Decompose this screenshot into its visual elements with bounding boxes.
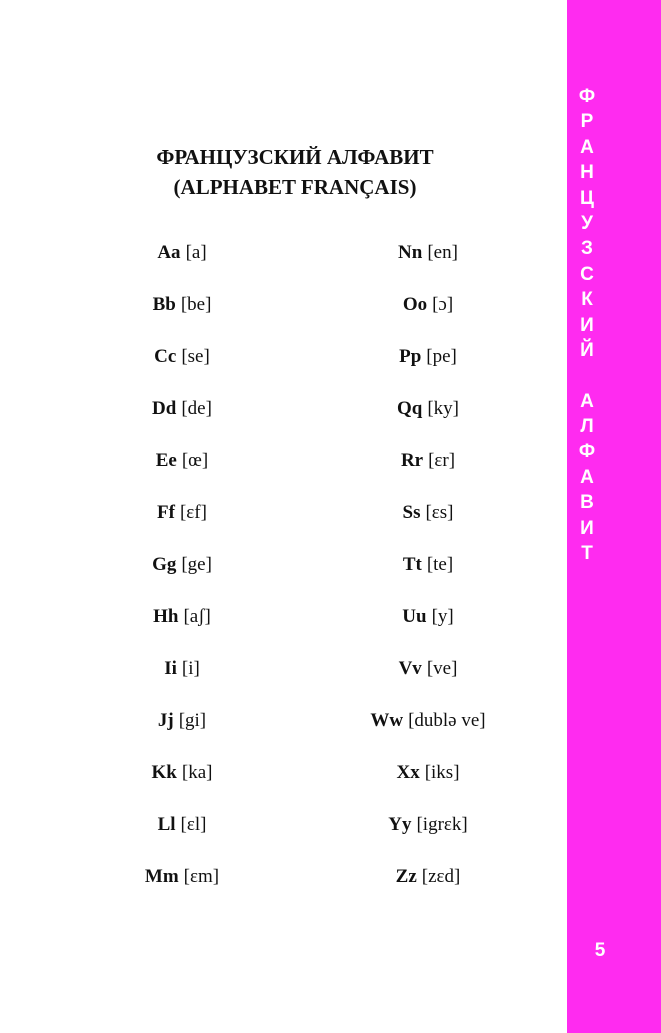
title-line-russian: ФРАНЦУЗСКИЙ АЛФАВИТ	[156, 145, 434, 169]
letter-row-g	[62, 550, 302, 602]
vertical-letter: З	[581, 238, 593, 260]
letter-pair: Cc	[154, 346, 177, 367]
pronunciation: [œ]	[181, 450, 209, 471]
letter-pair: Zz	[395, 866, 417, 887]
letter-pair: Gg	[152, 554, 177, 575]
vertical-letter: А	[580, 466, 594, 488]
letter-row-r	[308, 446, 548, 498]
pronunciation: [y]	[431, 606, 454, 627]
letter-pair: Xx	[396, 762, 420, 783]
alphabet-left-column	[62, 238, 302, 914]
letter-pair: Yy	[388, 814, 412, 835]
vertical-letter: Ф	[578, 441, 596, 463]
letter-pair: Ll	[157, 814, 176, 835]
pronunciation: [ky]	[427, 398, 459, 419]
letter-pair: Ff	[157, 502, 175, 523]
letter-pair: Oo	[402, 294, 428, 315]
vertical-letter: И	[580, 314, 594, 336]
vertical-letter: А	[580, 390, 594, 412]
pronunciation: [ɛr]	[428, 450, 456, 471]
pronunciation: [zɛd]	[421, 866, 461, 887]
vertical-letter: Л	[580, 416, 594, 438]
letter-row-s	[308, 498, 548, 550]
pronunciation: [ge]	[181, 554, 212, 575]
pronunciation: [ɛs]	[425, 502, 454, 523]
pronunciation: [te]	[426, 554, 454, 575]
letter-pair: Tt	[402, 554, 422, 575]
pronunciation: [dublə ve]	[408, 710, 486, 731]
pronunciation: [iks]	[424, 762, 460, 783]
letter-pair: Qq	[396, 398, 423, 419]
letter-pair: Ww	[370, 710, 404, 731]
letter-row-x	[308, 758, 548, 810]
pronunciation: [en]	[427, 242, 458, 263]
vertical-word-gap	[567, 363, 607, 388]
pronunciation: [de]	[181, 398, 212, 419]
letter-row-z	[308, 862, 548, 914]
letter-row-j	[62, 706, 302, 758]
letter-pair: Ee	[155, 450, 177, 471]
pronunciation: [ɛf]	[179, 502, 207, 523]
pronunciation: [ɛm]	[183, 866, 220, 887]
letter-pair: Mm	[144, 866, 179, 887]
letter-pair: Ss	[402, 502, 421, 523]
letter-row-w	[308, 706, 548, 758]
letter-pair: Aa	[157, 242, 181, 263]
pronunciation: [ka]	[181, 762, 213, 783]
letter-row-u	[308, 602, 548, 654]
pronunciation: [igrɛk]	[416, 814, 468, 835]
vertical-section-title	[567, 84, 607, 566]
pronunciation: [a]	[185, 242, 207, 263]
letter-row-e	[62, 446, 302, 498]
vertical-letter: Й	[580, 339, 594, 361]
alphabet-right-column	[308, 238, 548, 914]
vertical-letter: Ф	[578, 86, 596, 107]
letter-pair: Ii	[164, 658, 177, 679]
letter-pair: Kk	[151, 762, 177, 783]
pronunciation: [i]	[181, 658, 200, 679]
pronunciation: [pe]	[426, 346, 457, 367]
letter-pair: Hh	[153, 606, 179, 627]
vertical-letter: С	[580, 263, 594, 285]
letter-pair: Nn	[398, 242, 423, 263]
pronunciation: [be]	[180, 294, 212, 315]
letter-row-a	[62, 238, 302, 290]
vertical-letter: Н	[580, 162, 594, 184]
title-line-french: (ALPHABET FRANÇAIS)	[173, 175, 417, 199]
letter-row-q	[308, 394, 548, 446]
pronunciation: [aʃ]	[183, 606, 211, 627]
page-number: 5	[594, 940, 606, 961]
letter-row-d	[62, 394, 302, 446]
pronunciation: [ɛl]	[180, 814, 207, 835]
pronunciation: [se]	[181, 346, 210, 367]
letter-pair: Rr	[400, 450, 424, 471]
letter-row-y	[308, 810, 548, 862]
letter-row-v	[308, 654, 548, 706]
letter-row-p	[308, 342, 548, 394]
letter-row-f	[62, 498, 302, 550]
letter-row-c	[62, 342, 302, 394]
vertical-letter: В	[580, 492, 594, 514]
letter-row-l	[62, 810, 302, 862]
pronunciation: [ɔ]	[432, 294, 454, 315]
letter-row-t	[308, 550, 548, 602]
letter-row-o	[308, 290, 548, 342]
vertical-letter: Р	[580, 111, 594, 133]
letter-pair: Jj	[157, 710, 174, 731]
letter-row-k	[62, 758, 302, 810]
vertical-letter: Ц	[580, 187, 594, 209]
letter-row-h	[62, 602, 302, 654]
letter-pair: Dd	[152, 398, 177, 419]
letter-pair: Bb	[152, 294, 176, 315]
letter-pair: Uu	[402, 606, 427, 627]
vertical-letter: Т	[581, 543, 593, 565]
vertical-letter: А	[580, 136, 594, 158]
vertical-letter: К	[581, 289, 593, 311]
letter-pair: Pp	[399, 346, 422, 367]
pronunciation: [gi]	[178, 710, 207, 731]
letter-pair: Vv	[398, 658, 422, 679]
letter-row-m	[62, 862, 302, 914]
letter-row-n	[308, 238, 548, 290]
vertical-letter: У	[581, 212, 593, 234]
sidebar-tab	[567, 0, 661, 1033]
letter-row-i	[62, 654, 302, 706]
pronunciation: [ve]	[426, 658, 458, 679]
page-title	[0, 142, 590, 202]
vertical-letter: И	[580, 517, 594, 539]
letter-row-b	[62, 290, 302, 342]
